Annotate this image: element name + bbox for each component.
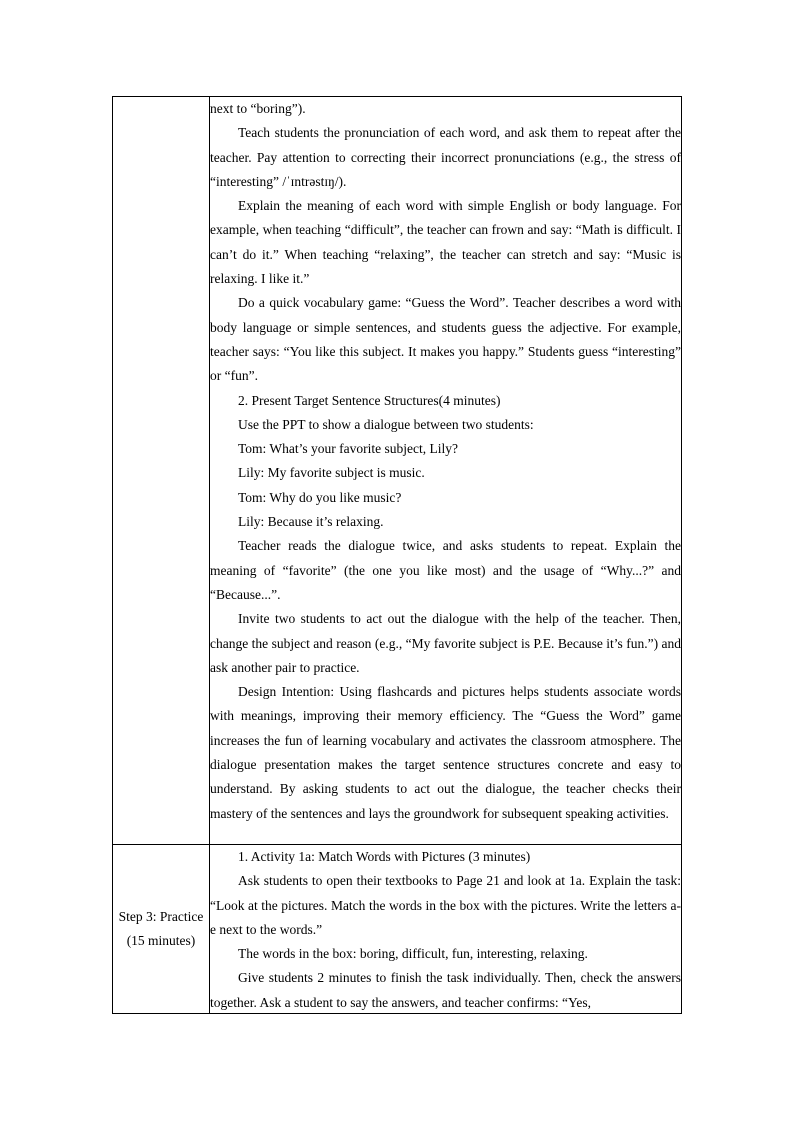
step-cell: Step 3: Practice (15 minutes) (113, 845, 210, 1014)
paragraph: next to “boring”). (210, 101, 306, 116)
design-intention: Design Intention: Using flashcards and pictures helps students associate words with meanings, improving their memory efficiency. The “Guess the Word” game increases the fun of learning vocabulary and activates the classroom atmosphere. The dialogue presentation makes the target sentence structures concrete and easy to understand. By asking students to act out the dialogue, the teacher checks their mastery of the sentences and lays the groundwork for subsequent speaking activities. (210, 684, 681, 821)
paragraph: Use the PPT to show a dialogue between two students: (238, 416, 534, 432)
paragraph: Teach students the pronunciation of each word, and ask them to repeat after the teacher. Pay attention to correcting their incorrect pronunciations (e.g., the stress of “interesting” /ˈɪntrəstɪŋ/). (210, 125, 681, 189)
paragraph: Invite two students to act out the dialogue with the help of the teacher. Then, change the subject and reason (e.g., “My favorite subject is P.E. Because it’s fun.”) and ask another pair to practice. (210, 611, 681, 675)
paragraph: Explain the meaning of each word with simple English or body language. For example, when teaching “difficult”, the teacher can frown and say: “Math is difficult. I can’t do it.” When teaching “relaxing”, the teacher can stretch and say: “Music is relaxing. I like it.” (210, 198, 681, 287)
table-row (113, 97, 682, 845)
paragraph: Do a quick vocabulary game: “Guess the Word”. Teacher describes a word with body language or simple sentences, and students guess the adjective. For example, teacher says: “You like this subject. It makes you happy.” Students guess “interesting” or “fun”. (210, 295, 681, 384)
presentation-content (210, 97, 681, 826)
table-row (113, 845, 682, 1014)
practice-content (210, 845, 681, 1013)
section-heading: 1. Activity 1a: Match Words with Pictures (3 minutes) (238, 849, 531, 864)
dialogue-line: Lily: Because it’s relaxing. (238, 514, 384, 530)
step-cell (113, 97, 210, 845)
paragraph: Ask students to open their textbooks to Page 21 and look at 1a. Explain the task: “Look at the pictures. Match the words in the box with the pictures. Write the letters a-e next to the words.” (210, 873, 681, 937)
paragraph: Give students 2 minutes to finish the task individually. Then, check the answers together. Ask a student to say the answers, and teacher confirms: “Yes, (210, 970, 681, 1010)
dialogue-line: Tom: What’s your favorite subject, Lily? (238, 441, 459, 457)
content-cell (210, 845, 682, 1014)
content-cell (210, 97, 682, 845)
paragraph: Teacher reads the dialogue twice, and asks students to repeat. Explain the meaning of “favorite” (the one you like most) and the usage of “Why...?” and “Because...”. (210, 538, 681, 602)
lesson-plan-table (112, 96, 682, 1014)
section-heading: 2. Present Target Sentence Structures(4 minutes) (238, 392, 501, 408)
dialogue-line: Tom: Why do you like music? (238, 489, 402, 505)
paragraph: The words in the box: boring, difficult, fun, interesting, relaxing. (238, 946, 588, 962)
dialogue-line: Lily: My favorite subject is music. (238, 465, 425, 481)
